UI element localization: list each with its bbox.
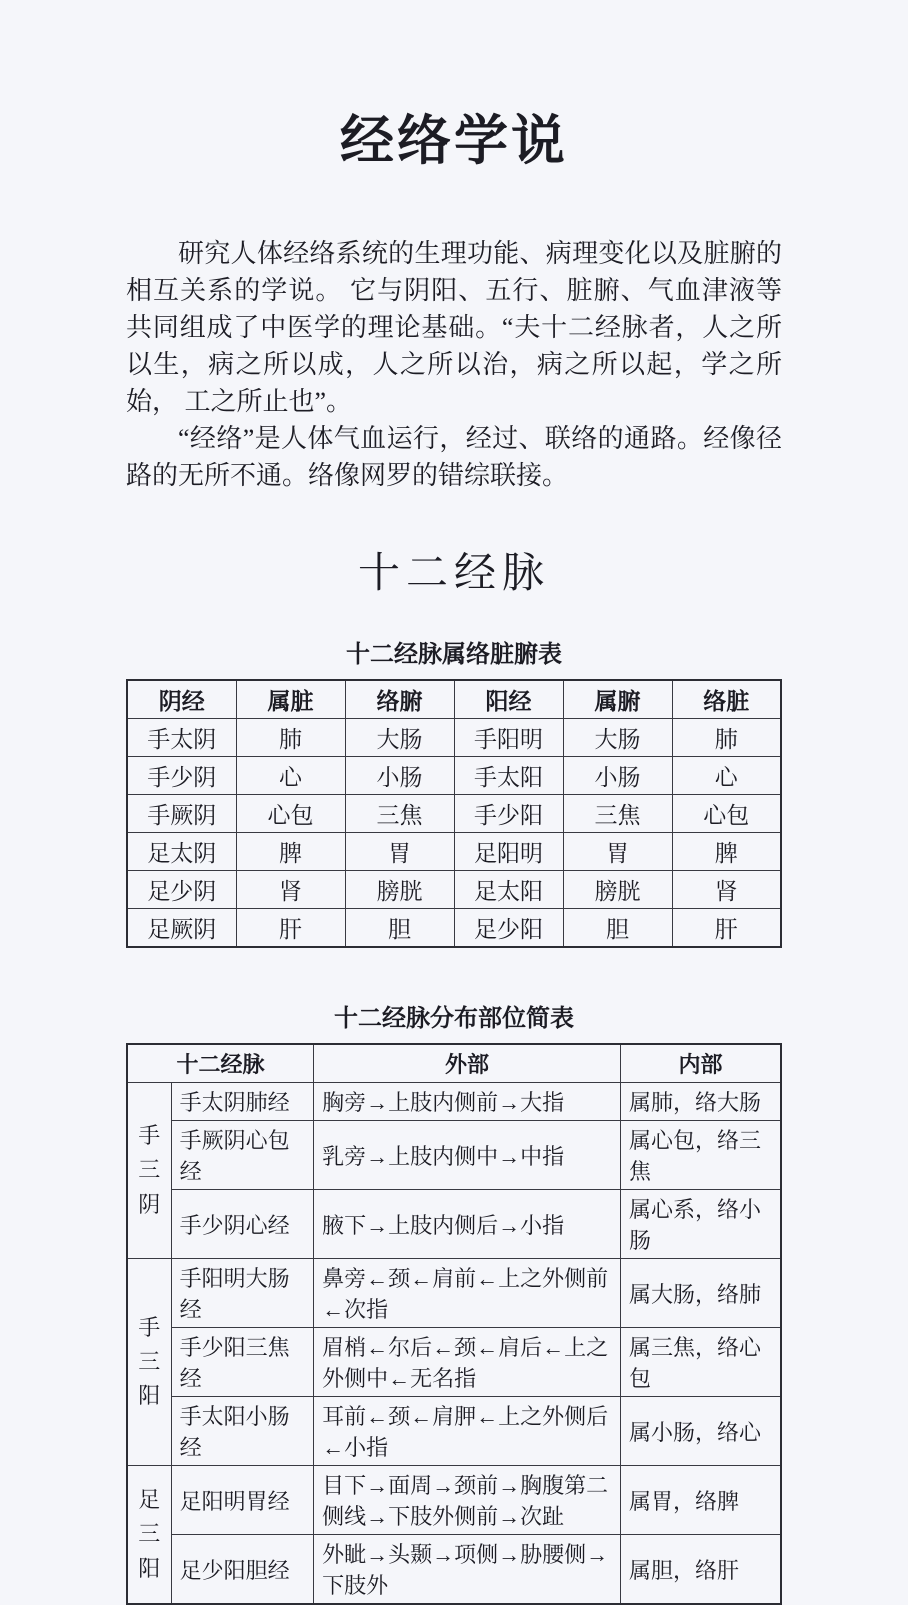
table-cell: 胃 (563, 833, 672, 871)
outer-path-cell: 鼻旁←颈←肩前←上之外侧前←次指 (314, 1259, 621, 1328)
table-cell: 肺 (236, 719, 345, 757)
table-cell: 足太阳 (454, 871, 563, 909)
outer-path-cell: 眉梢←尔后←颈←肩后←上之外侧中←无名指 (314, 1328, 621, 1397)
table-cell: 手阳明 (454, 719, 563, 757)
table-cell: 手少阳 (454, 795, 563, 833)
section-title: 十二经脉 (357, 551, 550, 597)
table-cell: 胆 (563, 909, 672, 948)
group-label-hand-three-yin: 手三阴 (138, 1123, 161, 1217)
outer-path-cell: 腋下→上肢内侧后→小指 (314, 1190, 621, 1259)
group-label-cell (127, 1466, 171, 1605)
distribution-table (126, 1043, 782, 1605)
table-cell: 大肠 (345, 719, 454, 757)
group-label-cell (127, 1083, 171, 1259)
organ-table-header-belongs-fu: 属腑 (563, 680, 672, 719)
outer-path-cell: 胸旁→上肢内侧前→大指 (314, 1083, 621, 1121)
table-cell: 肝 (672, 909, 781, 948)
organ-table-header-links-fu: 络腑 (345, 680, 454, 719)
table-cell: 胆 (345, 909, 454, 948)
table-cell: 足厥阴 (127, 909, 236, 948)
organ-table-header-yin-meridian: 阴经 (127, 680, 236, 719)
table-cell: 膀胱 (345, 871, 454, 909)
table-cell: 心包 (672, 795, 781, 833)
table-cell: 三焦 (563, 795, 672, 833)
table-cell: 小肠 (345, 757, 454, 795)
inner-relation-cell: 属胃，络脾 (620, 1466, 781, 1535)
table-cell: 胃 (345, 833, 454, 871)
meridian-name-cell: 手厥阴心包经 (171, 1121, 313, 1190)
group-label-hand-three-yang: 手三阳 (138, 1314, 161, 1409)
table-row (127, 757, 781, 795)
inner-relation-cell: 属大肠，络肺 (620, 1259, 781, 1328)
table-cell: 手太阳 (454, 757, 563, 795)
inner-relation-cell: 属小肠，络心 (620, 1397, 781, 1466)
table-cell: 心 (672, 757, 781, 795)
table-cell: 足少阴 (127, 871, 236, 909)
intro-text (126, 235, 782, 494)
dist-header-outer: 外部 (314, 1044, 621, 1083)
meridian-name-cell: 足阳明胃经 (171, 1466, 313, 1535)
intro-paragraph-1: 研究人体经络系统的生理功能、病理变化以及脏腑的相互关系的学说。 它与阴阳、五行、脏腑、气血津液等共同组成了中医学的理论基础。“夫十二经脉者，人之所以生，病之所以成，人之所以治，病之所以起，学之所始， 工之所止也”。 (126, 239, 782, 416)
organ-table-caption: 十二经脉属络脏腑表 (346, 642, 562, 668)
dist-header-meridians: 十二经脉 (127, 1044, 314, 1083)
group-label-foot-three-yang: 足三阳 (138, 1487, 161, 1581)
table-cell: 肾 (236, 871, 345, 909)
table-row (127, 1121, 781, 1190)
table-row (127, 871, 781, 909)
table-row (127, 909, 781, 948)
outer-path-cell: 乳旁→上肢内侧中→中指 (314, 1121, 621, 1190)
inner-relation-cell: 属心包，络三焦 (620, 1121, 781, 1190)
table-cell: 足少阳 (454, 909, 563, 948)
organ-table-header-row (127, 680, 781, 719)
table-row (127, 719, 781, 757)
table-row (127, 1259, 781, 1328)
table-cell: 肝 (236, 909, 345, 948)
group-label-cell (127, 1259, 171, 1466)
table-cell: 手厥阴 (127, 795, 236, 833)
outer-path-cell: 外眦→头颞→项侧→胁腰侧→下肢外 (314, 1535, 621, 1605)
table-row (127, 833, 781, 871)
distribution-table-caption: 十二经脉分布部位简表 (334, 1006, 574, 1032)
table-row (127, 1466, 781, 1535)
inner-relation-cell: 属三焦，络心包 (620, 1328, 781, 1397)
table-cell: 大肠 (563, 719, 672, 757)
organ-table-header-belongs-zang: 属脏 (236, 680, 345, 719)
table-cell: 肾 (672, 871, 781, 909)
inner-relation-cell: 属肺，络大肠 (620, 1083, 781, 1121)
table-cell: 心包 (236, 795, 345, 833)
meridian-name-cell: 足少阳胆经 (171, 1535, 313, 1605)
inner-relation-cell: 属心系，络小肠 (620, 1190, 781, 1259)
table-cell: 手太阴 (127, 719, 236, 757)
table-row (127, 1397, 781, 1466)
table-cell: 足太阴 (127, 833, 236, 871)
meridian-name-cell: 手少阴心经 (171, 1190, 313, 1259)
dist-header-inner: 内部 (620, 1044, 781, 1083)
table-cell: 肺 (672, 719, 781, 757)
outer-path-cell: 耳前←颈←肩胛←上之外侧后←小指 (314, 1397, 621, 1466)
outer-path-cell: 目下→面周→颈前→胸腹第二侧线→下肢外侧前→次趾 (314, 1466, 621, 1535)
table-row (127, 1328, 781, 1397)
table-cell: 脾 (672, 833, 781, 871)
meridian-name-cell: 手太阴肺经 (171, 1083, 313, 1121)
table-cell: 脾 (236, 833, 345, 871)
table-row (127, 1535, 781, 1605)
table-row (127, 795, 781, 833)
inner-relation-cell: 属胆，络肝 (620, 1535, 781, 1605)
table-cell: 小肠 (563, 757, 672, 795)
table-row (127, 1083, 781, 1121)
page-title: 经络学说 (340, 111, 568, 171)
document-page (126, 0, 782, 1605)
table-cell: 心 (236, 757, 345, 795)
table-row (127, 1190, 781, 1259)
organ-table-header-links-zang: 络脏 (672, 680, 781, 719)
organ-table-header-yang-meridian: 阳经 (454, 680, 563, 719)
distribution-table-header-row (127, 1044, 781, 1083)
meridian-name-cell: 手阳明大肠经 (171, 1259, 313, 1328)
meridian-name-cell: 手太阳小肠经 (171, 1397, 313, 1466)
organ-table (126, 679, 782, 948)
meridian-name-cell: 手少阳三焦经 (171, 1328, 313, 1397)
table-cell: 三焦 (345, 795, 454, 833)
table-cell: 膀胱 (563, 871, 672, 909)
intro-paragraph-2: “经络”是人体气血运行，经过、联络的通路。经像径路的无所不通。络像网罗的错综联接。 (126, 424, 782, 490)
table-cell: 手少阴 (127, 757, 236, 795)
table-cell: 足阳明 (454, 833, 563, 871)
